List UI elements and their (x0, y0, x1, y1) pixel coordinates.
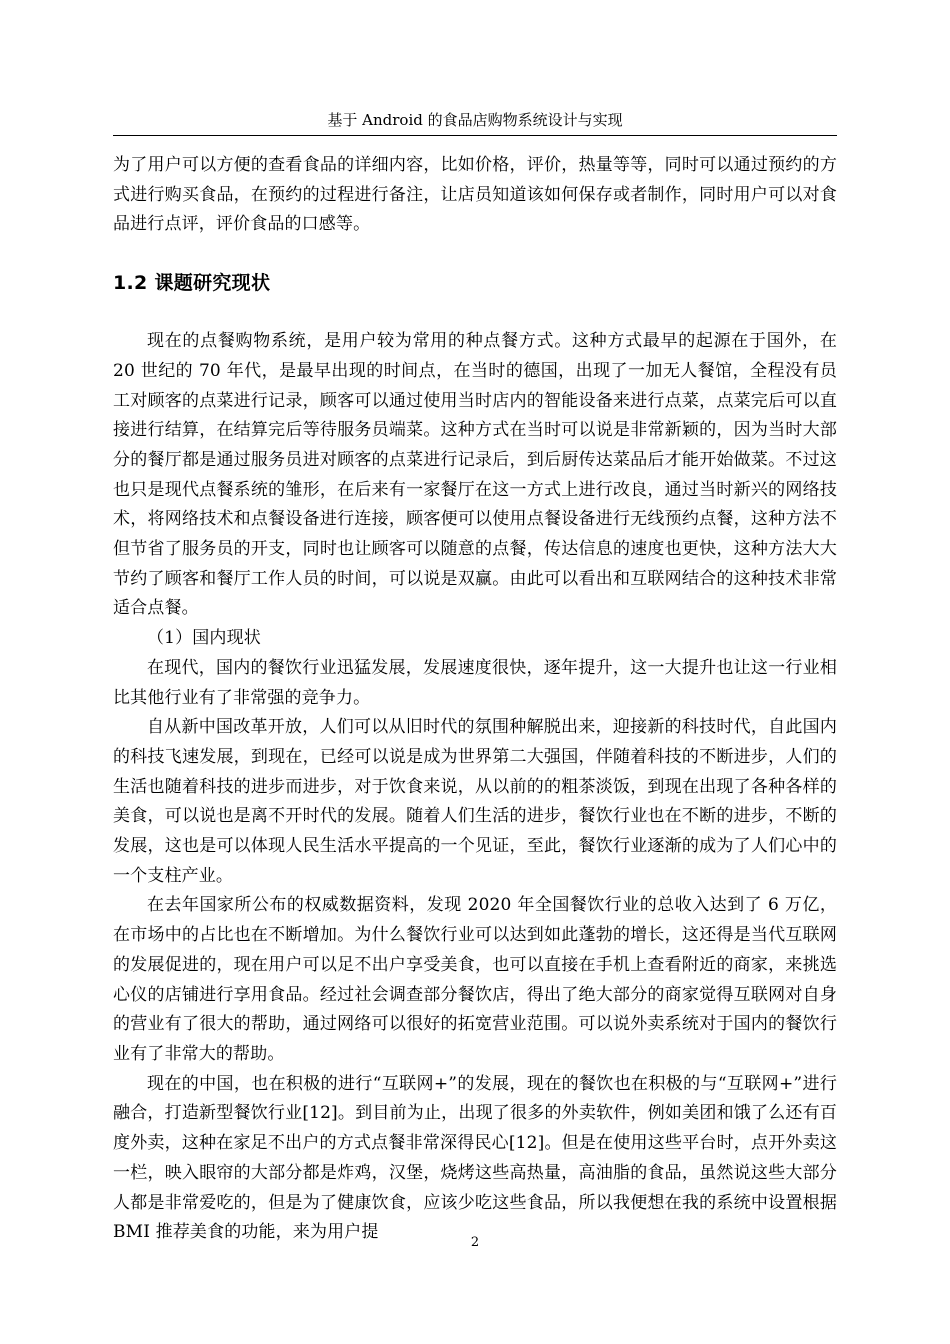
document-body (113, 151, 837, 1248)
intro-paragraph: 为了用户可以方便的查看食品的详细内容，比如价格，评价，热量等等，同时可以通过预约的方式进行购买食品，在预约的过程进行备注，让店员知道该如何保存或者制作，同时用户可以对食品进行点评，评价食品的口感等。 (113, 155, 837, 235)
header-divider (113, 135, 837, 136)
page-header: 基于 Android 的食品店购物系统设计与实现 (327, 111, 623, 129)
subsection-label: （1）国内现状 (147, 628, 261, 649)
body-paragraph: 在现代，国内的餐饮行业迅猛发展，发展速度很快，逐年提升，这一大提升也让这一行业相比其他行业有了非常强的竞争力。 (113, 657, 837, 708)
section-heading: 1.2 课题研究现状 (113, 272, 271, 295)
body-paragraph: 在去年国家所公布的权威数据资料，发现 2020 年全国餐饮行业的总收入达到了 6 万亿，在市场中的占比也在不断增加。为什么餐饮行业可以达到如此蓬勃的增长，这还得是当代互联网的发展促进的，现在用户可以足不出户享受美食，也可以直接在手机上查看附近的商家，来挑选心仪的店铺进行享用食品。经过社会调查部分餐饮店，得出了绝大部分的商家觉得互联网对自身的营业有了很大的帮助，通过网络可以很好的拓宽营业范围。可以说外卖系统对于国内的餐饮行业有了非常大的帮助。 (113, 895, 837, 1064)
body-paragraph: 自从新中国改革开放，人们可以从旧时代的氛围种解脱出来，迎接新的科技时代，自此国内的科技飞速发展，到现在，已经可以说是成为世界第二大强国，伴随着科技的不断进步，人们的生活也随着科技的进步而进步，对于饮食来说，从以前的的粗茶淡饭，到现在出现了各种各样的美食，可以说也是离不开时代的发展。随着人们生活的进步，餐饮行业也在不断的进步，不断的发展，这也是可以体现人民生活水平提高的一个见证，至此，餐饮行业逐渐的成为了人们心中的一个支柱产业。 (113, 717, 837, 886)
body-paragraph: 现在的中国，也在积极的进行“互联网+”的发展，现在的餐饮也在积极的与“互联网+”进行融合，打造新型餐饮行业[12]。到目前为止，出现了很多的外卖软件，例如美团和饿了么还有百度外卖，这种在家足不出户的方式点餐非常深得民心[12]。但是在使用这些平台时，点开外卖这一栏，映入眼帘的大部分都是炸鸡，汉堡，烧烤这些高热量，高油脂的食品，虽然说这些大部分人都是非常爱吃的，但是为了健康饮食，应该少吃这些食品，所以我便想在我的系统中设置根据 BMI 推荐美食的功能，来为用户提 (113, 1073, 837, 1243)
body-paragraph: 现在的点餐购物系统，是用户较为常用的种点餐方式。这种方式最早的起源在于国外，在 20 世纪的 70 年代，是最早出现的时间点，在当时的德国，出现了一加无人餐馆，全程没有员工对顾客的点菜进行记录，顾客可以通过使用当时店内的智能设备来进行点菜，点菜完后可以直接进行结算，在结算完后等待服务员端菜。这种方式在当时可以说是非常新颖的，因为当时大部分的餐厅都是通过服务员进对顾客的点菜进行记录后，到后厨传达菜品后才能开始做菜。不过这也只是现代点餐系统的雏形，在后来有一家餐厅在这一方式上进行改良，通过当时新兴的网络技术，将网络技术和点餐设备进行连接，顾客便可以使用点餐设备进行无线预约点餐，这种方法不但节省了服务员的开支，同时也让顾客可以随意的点餐，传达信息的速度也更快，这种方法大大节约了顾客和餐厅工作人员的时间，可以说是双赢。由此可以看出和互联网结合的这种技术非常适合点餐。 (113, 331, 837, 619)
page-number: 2 (470, 1235, 480, 1250)
